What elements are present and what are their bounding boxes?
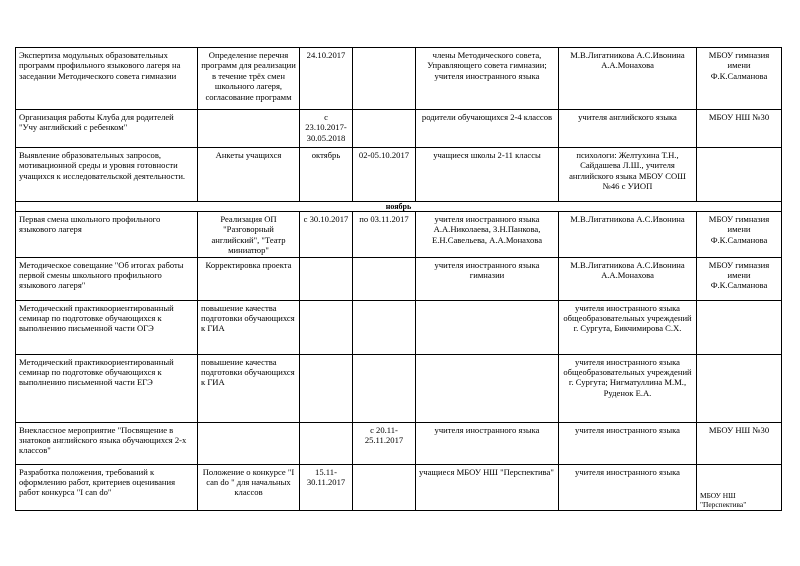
org-cell: [697, 354, 782, 422]
period-cell: [353, 464, 416, 510]
date-cell: 15.11-30.11.2017: [300, 464, 353, 510]
form-cell: Реализация ОП "Разговорный английский", "Театр миниатюр": [198, 212, 300, 258]
date-cell: с 23.10.2017-30.05.2018: [300, 110, 353, 148]
table-row: [16, 48, 782, 110]
form-cell: Корректировка проекта: [198, 257, 300, 300]
table-row: [16, 464, 782, 510]
table-row: [16, 212, 782, 258]
responsible-cell: М.В.Лигатникова А.С.Ивонина А.А.Монахова: [559, 48, 697, 110]
participants-cell: учителя иностранного языка А.А.Николаева, З.Н.Панкова, Е.Н.Савельева, А.А.Монахова: [416, 212, 559, 258]
date-cell: октябрь: [300, 148, 353, 202]
date-cell: 24.10.2017: [300, 48, 353, 110]
participants-cell: учащиеся МБОУ НШ "Перспектива": [416, 464, 559, 510]
period-cell: [353, 354, 416, 422]
form-cell: [198, 110, 300, 148]
period-cell: [353, 110, 416, 148]
table-row: [16, 354, 782, 422]
form-cell: Положение о конкурсе "I can do " для начальных классов: [198, 464, 300, 510]
date-cell: [300, 300, 353, 354]
event-cell: Экспертиза модульных образовательных программ профильного языкового лагеря на заседании Методического совета гимназии: [16, 48, 198, 110]
responsible-cell: учителя иностранного языка: [559, 464, 697, 510]
org-cell: МБОУ гимназия имени Ф.К.Салманова: [697, 48, 782, 110]
table-row: [16, 300, 782, 354]
org-cell: МБОУ гимназия имени Ф.К.Салманова: [697, 257, 782, 300]
table-row: [16, 422, 782, 464]
responsible-cell: М.В.Лигатникова А.С.Ивонина А.А.Монахова: [559, 257, 697, 300]
responsible-cell: учителя иностранного языка: [559, 422, 697, 464]
date-cell: [300, 257, 353, 300]
period-cell: [353, 48, 416, 110]
period-cell: с 20.11-25.11.2017: [353, 422, 416, 464]
org-cell: [697, 148, 782, 202]
period-cell: 02-05.10.2017: [353, 148, 416, 202]
participants-cell: учителя иностранного языка гимназии: [416, 257, 559, 300]
org-cell: [697, 300, 782, 354]
responsible-cell: М.В.Лигатникова А.С.Ивонина: [559, 212, 697, 258]
form-cell: повышение качества подготовки обучающихся к ГИА: [198, 300, 300, 354]
event-cell: Внеклассное мероприятие "Посвящение в знатоков английского языка обучающихся 2-х классов": [16, 422, 198, 464]
date-cell: [300, 354, 353, 422]
responsible-cell: учителя иностранного языка общеобразовательных учреждений г. Сургута; Нигматуллина М.М., Руденок Е.А.: [559, 354, 697, 422]
event-cell: Разработка положения, требований к оформлению работ, критериев оценивания работ конкурса "I can do": [16, 464, 198, 510]
event-cell: Первая смена школьного профильного языкового лагеря: [16, 212, 198, 258]
org-cell: МБОУ НШ "Перспектива": [697, 464, 782, 510]
period-cell: [353, 300, 416, 354]
event-cell: Методический практикоориентированный семинар по подготовке обучающихся к выполнению письменной части ОГЭ: [16, 300, 198, 354]
responsible-cell: психологи: Желтухина Т.Н., Сайдашева Л.Ш., учителя английского языка МБОУ СОШ №46 с УИОП: [559, 148, 697, 202]
org-cell: МБОУ НШ №30: [697, 422, 782, 464]
participants-cell: [416, 354, 559, 422]
responsible-cell: учителя иностранного языка общеобразовательных учреждений г. Сургута, Бикчимирова С.Х.: [559, 300, 697, 354]
form-cell: [198, 422, 300, 464]
org-cell: МБОУ НШ №30: [697, 110, 782, 148]
form-cell: Определение перечня программ для реализации в течение трёх смен школьного лагеря, согласование программ: [198, 48, 300, 110]
form-cell: повышение качества подготовки обучающихся к ГИА: [198, 354, 300, 422]
table-row: [16, 148, 782, 202]
event-cell: Методическое совещание "Об итогах работы первой смены школьного профильного языкового лагеря": [16, 257, 198, 300]
event-cell: Организация работы Клуба для родителей "Учу английский с ребенком": [16, 110, 198, 148]
month-row: [16, 202, 782, 212]
participants-cell: учащиеся школы 2-11 классы: [416, 148, 559, 202]
month-header: ноябрь: [16, 202, 782, 212]
participants-cell: родители обучающихся 2-4 классов: [416, 110, 559, 148]
responsible-cell: учителя английского языка: [559, 110, 697, 148]
participants-cell: члены Методического совета, Управляющего совета гимназии; учителя иностранного языка: [416, 48, 559, 110]
participants-cell: [416, 300, 559, 354]
date-cell: с 30.10.2017: [300, 212, 353, 258]
table-row: [16, 257, 782, 300]
form-cell: Анкеты учащихся: [198, 148, 300, 202]
participants-cell: учителя иностранного языка: [416, 422, 559, 464]
table-row: [16, 110, 782, 148]
period-cell: [353, 257, 416, 300]
period-cell: по 03.11.2017: [353, 212, 416, 258]
org-cell: МБОУ гимназия имени Ф.К.Салманова: [697, 212, 782, 258]
event-cell: Методический практикоориентированный семинар по подготовке обучающихся к выполнению письменной части ЕГЭ: [16, 354, 198, 422]
date-cell: [300, 422, 353, 464]
event-cell: Выявление образовательных запросов, мотивационной среды и уровня готовности учащихся к исследовательской деятельности.: [16, 148, 198, 202]
plan-table: [15, 47, 782, 511]
